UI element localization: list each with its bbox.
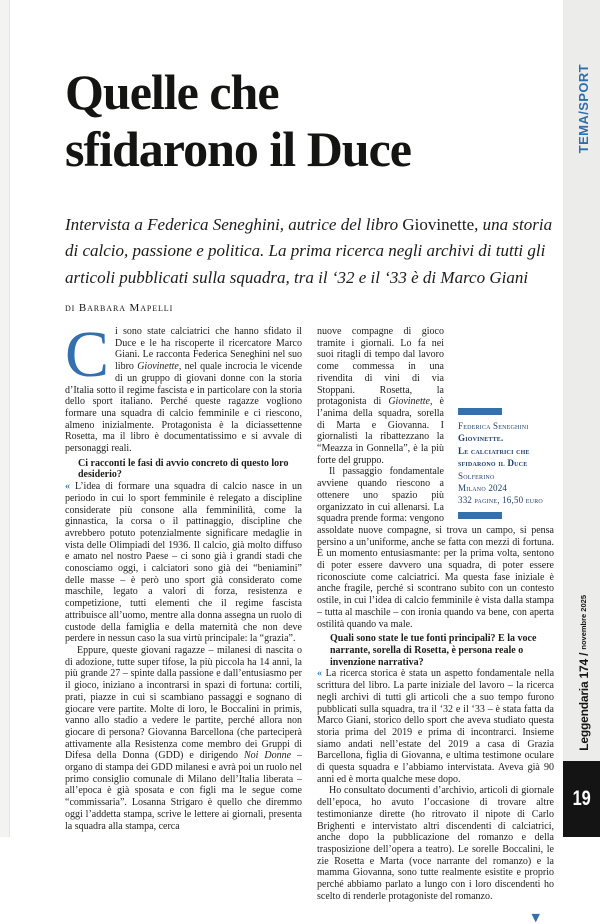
body-paragraph: Eppure, queste giovani ragazze – milanesi di nascita o di adozione, tutte super tifose, la più piccola ha 14 anni, la più grande 27 – spinte dalla passione e dall’entusiasmo per il gioco, iniziano a incontrarsi in spazi di fortuna: cortili, prati, piazze in cui si scambiano passaggi e sognano di giocare vere partite. Molte di loro, le Boccalini in primis, vanno allo stadio a vedere le partite, perché allora non giocare di persona? Giovanna Barcellona (che parteciperà attivamente alla Resistenza come membro dei Gruppi di Difesa della Donna (GDD) e dirigendo Noi Donne – organo di stampa dei GDD milanesi e avrà poi un ruolo nel primo consiglio comunale di Milano dell’Italia liberata – all’epoca è già sposata e con figli ma le segue come “commissaria”. Losanna Strigaro è quello che diremmo oggi l’addetta stampa, scrive le lettere ai giornali, presenta la squadra alla stampa, cerca xyxy=(65,644,303,832)
interview-answer: « L’idea di formare una squadra di calcio nasce in un periodo in cui lo sport femminile è relegato a discipline considerate più consone alla femminilità, come la ginnastica, la corsa o il pattinaggio, discipline che avrebbero potuto potenzialmente significare medaglie in vista delle Olimpiadi del 1936. Il calcio, già molto diffuso e amato nel nostro Paese – ci sono già i grandi stadi che conosciamo oggi, i calciatori sono già dei “beniamini” delle masse – è però uno sport già considerato come maschile, legato a valori di forza, resistenza e competizione, tutti elementi che il regime fascista attribuisce all’uomo, mentre alla donna assegna un ruolo di custode della famiglia e della maternità che non deve perdere in nessun caso la sua virtù principale: la “grazia”. xyxy=(65,481,303,645)
section-label-tema-sport: TEMA/SPORT xyxy=(576,64,591,154)
interview-question: Ci racconti le fasi di avvio concreto di questo loro desiderio? xyxy=(78,457,289,481)
end-of-article-triangle-icon: ▼ xyxy=(531,911,540,924)
book-box-top-rule xyxy=(458,408,502,415)
body-paragraph: nuove compagne di gioco tramite i giornali. Lo fa nei suoi ritagli di tempo dal lavoro come commessa in una rivendita di vini di via Stoppani. Rosetta, la protagonista di Giovinette, è l’anima della squadra, sorella di Marta e Giovanna. I giornalisti la ribattezzano la “Meazza in Gonnella”, è la più forte del gruppo. xyxy=(317,326,444,466)
book-pages-price: 332 pagine, 16,50 euro xyxy=(458,495,543,506)
book-publisher: Solferino xyxy=(458,470,495,481)
standfirst: Intervista a Federica Seneghini, autrice del libro Giovinette, una storia di calcio, passione e politica. La prima ricerca negli archivi di tutti gli articoli pubblicati sulla squadra, tra il ‘32 e il ‘33 è di Marco Giani xyxy=(65,214,553,287)
opening-paragraph: Ci sono state calciatrici che hanno sfidato il Duce e le ha riscoperte il ricercatore Marco Giani. Le racconta Federica Seneghini nel suo libro Giovinette, nel quale incrocia le vicende di un gruppo di giovani donne con la storia d’Italia sotto il regime fascista e in particolare con la storia dello sport italiano. Perché queste ragazze vogliono formare una squadra di calcio femminile e ci riescono, almeno inizialmente. Protagonista è la diciassettenne Rosetta, ma il libro è documentatissimo e si avvale di personaggi reali. xyxy=(65,318,303,455)
book-title: Giovinette. xyxy=(458,433,504,444)
body-paragraph: Ho consultato documenti d’archivio, articoli di giornale dell’epoca, ho avuto l’occasione di trovare altre testimonianze dirette (ho ritrovato il nipote di Carlo Brighenti e intervistato altri discendenti di calciatrici, anche dopo la pubblicazione del romanzo e della trasposizione dell’opera a teatro). Le sorelle Boccalini, le zie Rosetta e Marta (voce narrante del romanzo) e la mamma Giovanna, sono tutte realmente esistite e proprio perché abbiamo parlato a lungo con i loro discendenti ho scelto di renderle protagoniste del romanzo. xyxy=(317,785,554,902)
issue-name: Leggendaria 174 / xyxy=(577,649,591,751)
book-box-bottom-rule xyxy=(458,512,502,519)
article-title-line2: sfidarono il Duce xyxy=(65,121,411,177)
book-subtitle-line1: Le calciatrici che xyxy=(458,445,530,456)
book-city-year: Milano 2024 xyxy=(458,483,508,494)
page-left-edge xyxy=(0,0,10,837)
book-author: Federica Seneghini xyxy=(458,421,529,431)
page-number-box xyxy=(563,761,600,837)
page-number: 19 xyxy=(572,787,591,810)
interview-answer: « La ricerca storica è stata un aspetto fondamentale nella scrittura del libro. La parte iniziale del lavoro – la ricerca negli archivi di tutti gli articoli che a suo tempo furono pubblicati sulla squadra, tra il ‘32 e il ‘33 – è stata fatta da Marco Giani, storico dello sport che aveva studiato questa storia prima del 2019 e prima di incontrarci. Insieme siamo andati nell’estate del 2019 a casa di Grazia Barcellona, figlia di Giovanna, e ultima testimone oculare di questa squadra e l’abbiamo intervistata. Aveva già 90 anni ed è morta qualche mese dopo. xyxy=(317,668,555,785)
book-subtitle-line2: sfidarono il Duce xyxy=(458,458,528,469)
body-paragraph: Il passaggio fondamentale avviene quando riescono a ottenere uno spazio più organizzato in cui allenarsi. La squadra prende forma: vengono assoldate nuove compagne, si trova un campo, si pensa persino a un’uniforme, anche se fatta con mezzi di fortuna. È un momento entusiasmante: per la prima volta, sentono di poter essere davvero una squadra, di poter essere riconosciute come calciatrici. Ma questa fase iniziale è anche fragile, perché si scontrano subito con un contesto ostile, in cui l’idea di calcio femminile è vista dalla stampa – tutta al maschile – con ironia quando va bene, con aperta ostilità quando va male. xyxy=(317,466,554,630)
article-title-line1: Quelle che xyxy=(65,64,279,120)
article-body xyxy=(65,318,555,924)
article xyxy=(65,52,555,923)
issue-footer-label xyxy=(577,595,591,751)
column-left xyxy=(65,318,303,923)
column-right xyxy=(317,326,554,923)
byline: di Barbara Mapelli xyxy=(65,302,174,314)
drop-cap: C xyxy=(65,318,110,391)
article-title xyxy=(65,64,555,178)
book-info-box xyxy=(452,408,558,519)
interview-question: Quali sono state le tue fonti principali? E la voce narrante, sorella di Rosetta, è persona reale o invenzione narrativa? xyxy=(330,633,537,668)
issue-date: novembre 2025 xyxy=(579,595,588,650)
